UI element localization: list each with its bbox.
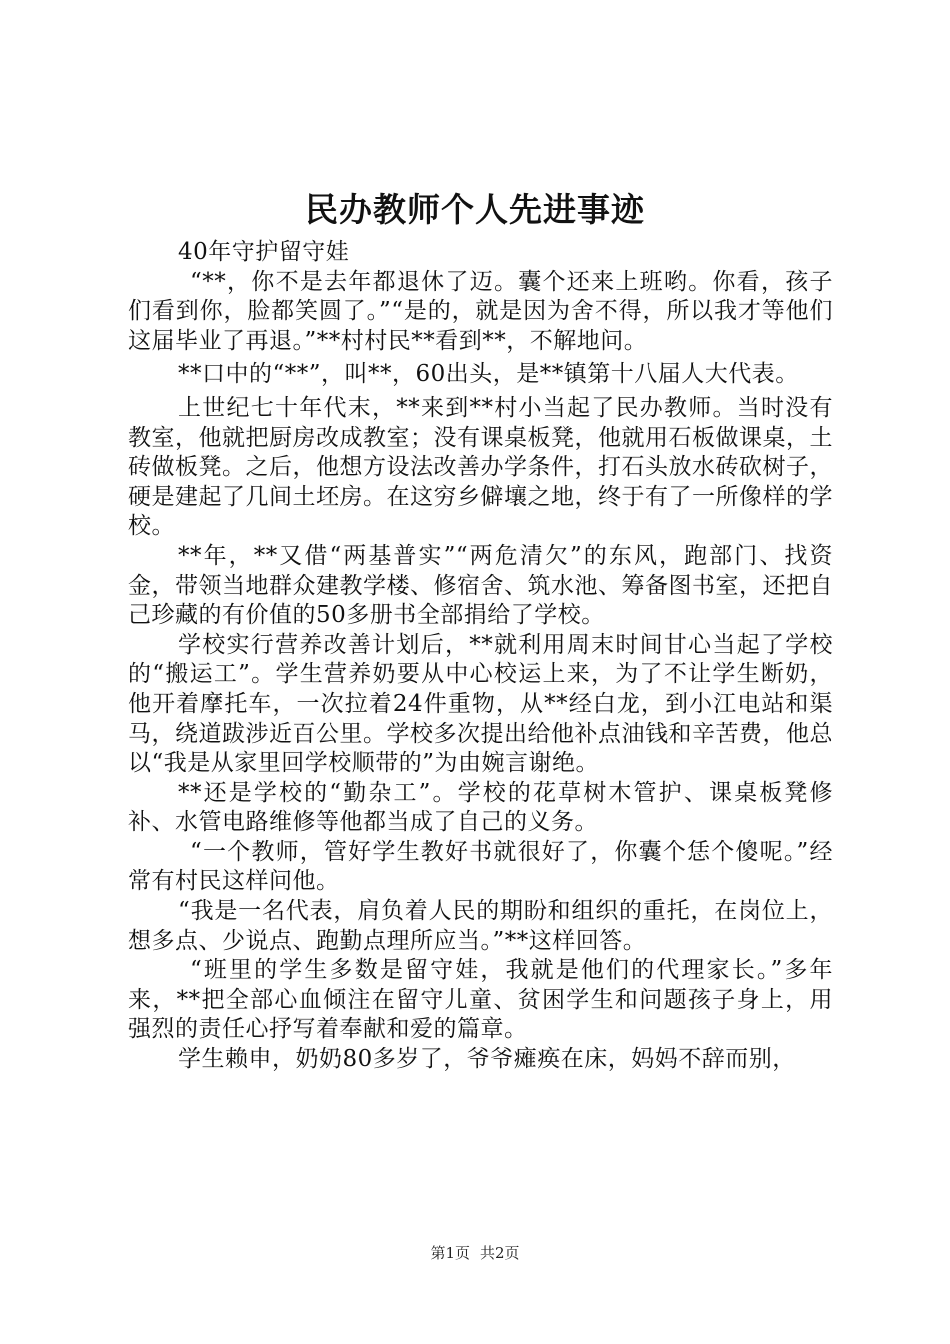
paragraph-7: “一个教师，管好学生教好书就很好了，你囊个恁个傻呢。”经常有村民这样问他。 xyxy=(128,838,833,895)
paragraph-10: 学生赖申，奶奶80多岁了，爷爷瘫痪在床，妈妈不辞而别， xyxy=(178,1046,796,1073)
paragraph-5: 学校实行营养改善计划后，**就利用周末时间甘心当起了学校的“搬运工”。学生营养奶要从中心校运上来，为了不让学生断奶，他开着摩托车，一次拉着24件重物，从**经白龙，到小江电站和渠马，绕道跋涉近百公里。学校多次提出给他补点油钱和辛苦费，他总以“我是从家里回学校顺带的”为由婉言谢绝。 xyxy=(128,631,833,777)
section-subtitle: 40年守护留守娃 xyxy=(178,239,350,265)
document-body xyxy=(128,238,833,1075)
page-total: 共2页 xyxy=(480,1244,520,1262)
paragraph-2: **口中的“**”，叫**，60出头，是**镇第十八届人大代表。 xyxy=(178,361,799,388)
paragraph-6: **还是学校的“勤杂工”。学校的花草树木管护、课桌板凳修补、水管电路维修等他都当成了自己的义务。 xyxy=(128,779,833,836)
paragraph-4: **年，**又借“两基普实”“两危清欠”的东风，跑部门、找资金，带领当地群众建教学楼、修宿舍、筑水池、筹备图书室，还把自己珍藏的有价值的50多册书全部捐给了学校。 xyxy=(128,542,833,629)
paragraph-8: “我是一名代表，肩负着人民的期盼和组织的重托，在岗位上，想多点、少说点、跑勤点理所应当。”**这样回答。 xyxy=(128,898,833,954)
page-number: 第1页 xyxy=(430,1244,470,1262)
document-title: 民办教师个人先进事迹 xyxy=(305,190,645,229)
paragraph-1: “**，你不是去年都退休了迈。囊个还来上班哟。你看，孩子们看到你，脸都笑圆了。”“是的，就是因为舍不得，所以我才等他们这届毕业了再退。”**村村民**看到**，不解地问。 xyxy=(128,268,833,354)
page-footer xyxy=(0,1243,950,1263)
paragraph-3: 上世纪七十年代末，**来到**村小当起了民办教师。当时没有教室，他就把厨房改成教室；没有课桌板凳，他就用石板做课桌，土砖做板凳。之后，他想方设法改善办学条件，打石头放水砖砍树子，硬是建起了几间土坯房。在这穷乡僻壤之地，终于有了一所像样的学校。 xyxy=(128,394,833,540)
paragraph-9: “班里的学生多数是留守娃，我就是他们的代理家长。”多年来，**把全部心血倾注在留守儿童、贫困学生和问题孩子身上，用强烈的责任心抒写着奉献和爱的篇章。 xyxy=(128,957,833,1043)
